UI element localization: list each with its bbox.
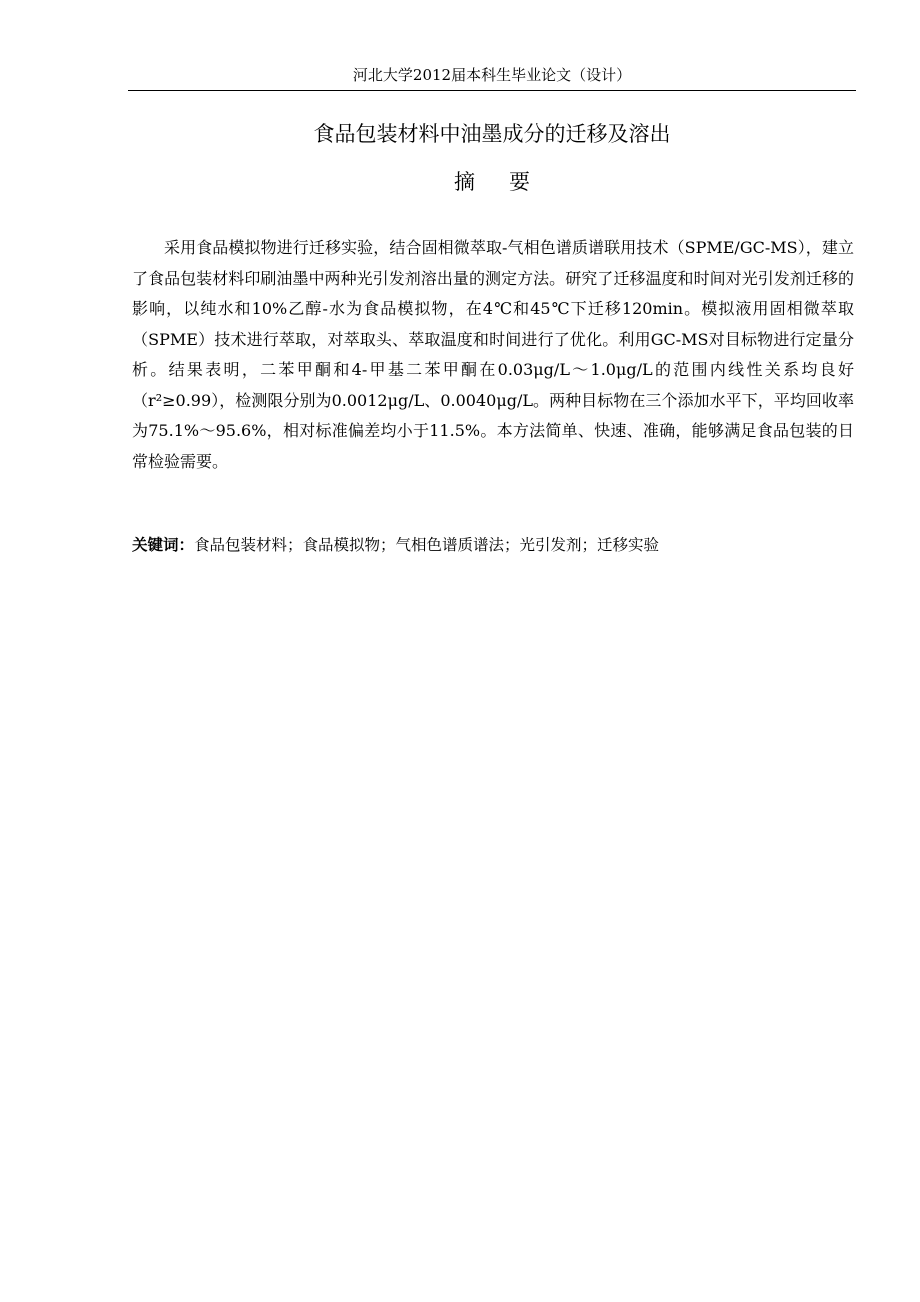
page-header bbox=[128, 64, 856, 91]
keywords-text: 食品包装材料；食品模拟物；气相色谱质谱法；光引发剂；迁移实验 bbox=[194, 536, 660, 554]
paper-title: 食品包装材料中油墨成分的迁移及溶出 bbox=[313, 122, 671, 146]
keywords-label: 关键词： bbox=[132, 536, 195, 554]
abstract-heading: 摘要 bbox=[454, 170, 564, 194]
abstract-body: 采用食品模拟物进行迁移实验，结合固相微萃取-气相色谱质谱联用技术（SPME/GC-MS），建立了食品包装材料印刷油墨中两种光引发剂溶出量的测定方法。研究了迁移温度和时间对光引发剂迁移的影响，以纯水和10%乙醇-水为食品模拟物，在4℃和45℃下迁移120min。模拟液用固相微萃取（SPME）技术进行萃取，对萃取头、萃取温度和时间进行了优化。利用GC-MS对目标物进行定量分析。结果表明，二苯甲酮和4-甲基二苯甲酮在0.03μg/L～1.0μg/L的范围内线性关系均良好（r²≥0.99），检测限分别为0.0012μg/L、0.0040μg/L。两种目标物在三个添加水平下，平均回收率为75.1%～95.6%，相对标准偏差均小于11.5%。本方法简单、快速、准确，能够满足食品包装的日常检验需要。 bbox=[132, 238, 854, 471]
keywords bbox=[132, 532, 854, 558]
running-title: 河北大学2012届本科生毕业论文（设计） bbox=[352, 66, 632, 84]
